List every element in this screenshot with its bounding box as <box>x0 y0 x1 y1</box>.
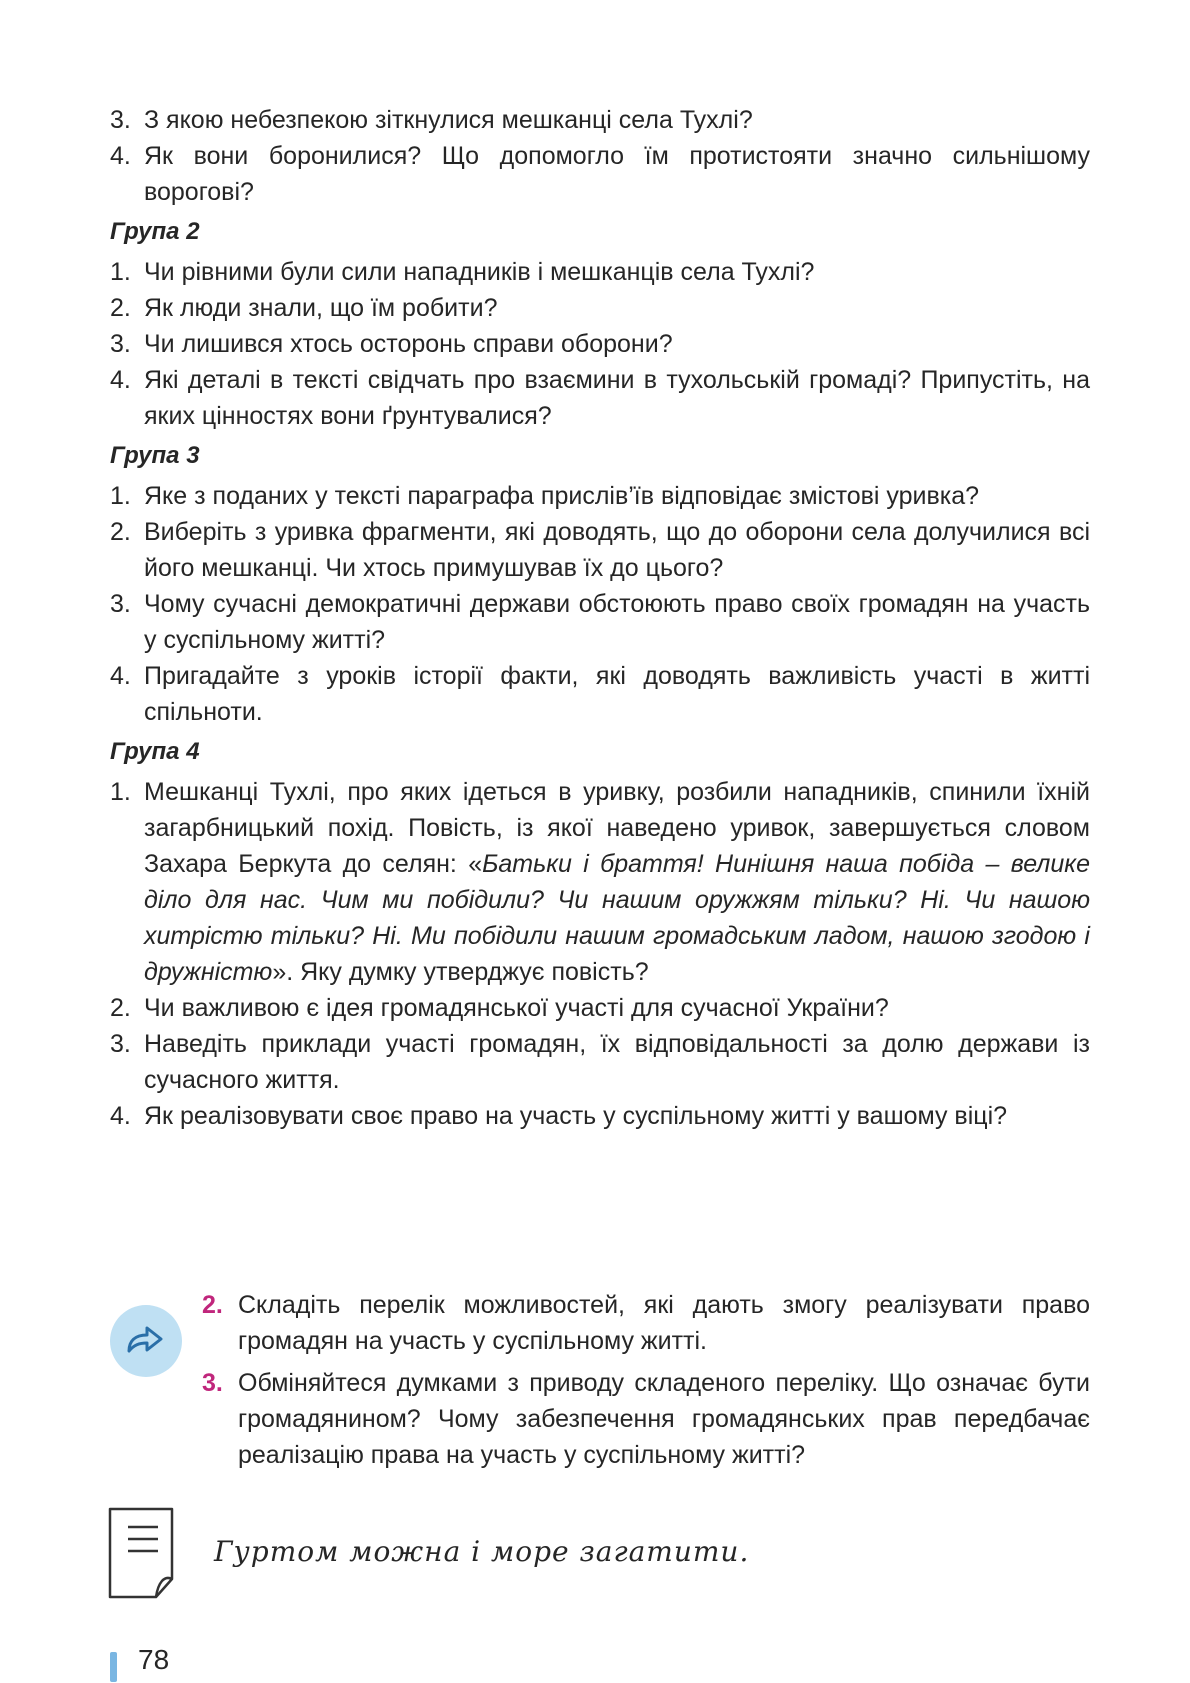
question-item <box>110 658 1090 730</box>
question-number: 4. <box>110 142 131 170</box>
task-text: Обміняйтеся думками з приводу складеного переліку. Що означає бути громадянином? Чому забезпечення громадянських прав передбачає реалізацію права на участь у суспільному житті? <box>238 1369 1090 1469</box>
question-number: 1. <box>110 258 131 286</box>
task-number: 2. <box>202 1291 223 1319</box>
task-item <box>202 1287 1090 1359</box>
group-3-title: Група 3 <box>110 442 200 469</box>
question-text: Виберіть з уривка фрагменти, які доводять, що до оборони села долучилися всі його мешканці. Чи хтось примушував їх до цього? <box>144 518 1090 582</box>
tasks-section <box>110 1287 1090 1479</box>
zakhar-berkut-quote: Батьки і браття! Нинішня наша побіда – велике діло для нас. Чим ми побідили? Чи нашим оружжям тільки? Ні. Чи нашою хитрістю тільки? Ні. Ми побідили нашим громадським ладом, нашою згодою і дружністю <box>144 850 1090 986</box>
group-2-title: Група 2 <box>110 218 200 245</box>
question-item <box>110 990 1090 1026</box>
question-item <box>110 514 1090 586</box>
question-number: 3. <box>110 330 131 358</box>
question-text: Яке з поданих у тексті параграфа прислів’їв відповідає змістові уривка? <box>144 482 980 510</box>
question-number: 3. <box>110 590 131 618</box>
question-item <box>110 254 1090 290</box>
task-list <box>202 1287 1090 1473</box>
question-item <box>110 478 1090 514</box>
question-item <box>110 1098 1090 1134</box>
task-item <box>202 1365 1090 1473</box>
question-item <box>110 138 1090 210</box>
question-number: 1. <box>110 778 131 806</box>
question-text: Як вони боронилися? Що допомогло їм протистояти значно сильнішому ворогові? <box>144 142 1090 206</box>
page-number: 78 <box>138 1644 170 1675</box>
question-number: 2. <box>110 294 131 322</box>
question-number: 2. <box>110 994 131 1022</box>
proverb-text: Гуртом можна і море загатити. <box>214 1535 750 1568</box>
question-number: 2. <box>110 518 131 546</box>
task-text: Складіть перелік можливостей, які дають змогу реалізувати право громадян на участь у суспільному житті. <box>238 1291 1090 1355</box>
question-item <box>110 326 1090 362</box>
question-item <box>110 290 1090 326</box>
group-4-title: Група 4 <box>110 738 200 765</box>
question-item <box>110 362 1090 434</box>
question-text: Чому сучасні демократичні держави обстоюють право своїх громадян на участь у суспільному житті? <box>144 590 1090 654</box>
share-arrow-icon <box>110 1305 182 1377</box>
question-text: Як реалізовувати своє право на участь у суспільному житті у вашому віці? <box>144 1102 1008 1130</box>
question-text: Як люди знали, що їм робити? <box>144 294 498 322</box>
question-item <box>110 1026 1090 1098</box>
question-text: З якою небезпекою зіткнулися мешканці села Тухлі? <box>144 106 753 134</box>
question-text: Пригадайте з уроків історії факти, які доводять важливість участі в житті спільноти. <box>144 662 1090 726</box>
question-number: 3. <box>110 106 131 134</box>
question-number: 3. <box>110 1030 131 1058</box>
question-item <box>110 774 1090 990</box>
question-number: 4. <box>110 366 131 394</box>
question-text: Які деталі в тексті свідчать про взаємини в тухольській громаді? Припустіть, на яких цінностях вони ґрунтувалися? <box>144 366 1090 430</box>
question-text: Чи рівними були сили нападників і мешканців села Тухлі? <box>144 258 815 286</box>
question-text-end: ». Яку думку утверджує повість? <box>272 958 649 986</box>
question-item <box>110 102 1090 138</box>
question-text: Чи важливою є ідея громадянської участі для сучасної України? <box>144 994 889 1022</box>
note-page-icon <box>106 1505 182 1606</box>
question-text: Мешканці Тухлі, про яких ідеться в уривку, розбили нападників, спинили їхній загарбницький похід. Повість, із якої наведено уривок, завершується словом Захара Беркута до селян: « <box>144 778 1090 878</box>
question-number: 4. <box>110 662 131 690</box>
task-number: 3. <box>202 1369 223 1397</box>
question-text: Наведіть приклади участі громадян, їх відповідальності за долю держави із сучасного життя. <box>144 1030 1090 1094</box>
question-number: 4. <box>110 1102 131 1130</box>
question-text: Чи лишився хтось осторонь справи оборони? <box>144 330 673 358</box>
proverb-section <box>106 1505 1086 1605</box>
question-number: 1. <box>110 482 131 510</box>
page-number-bar <box>110 1652 117 1682</box>
question-item <box>110 586 1090 658</box>
questions-section <box>110 102 1090 1134</box>
